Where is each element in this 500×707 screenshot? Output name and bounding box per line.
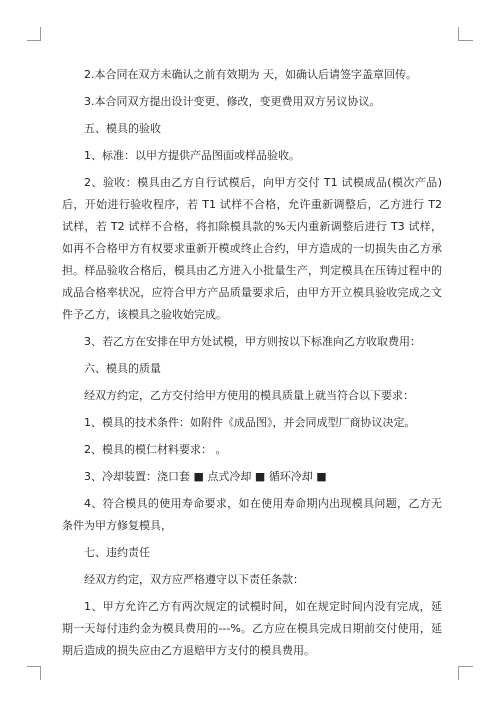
section-heading-quality: 六、模具的质量 bbox=[84, 362, 161, 375]
paragraph-trial-fee: 3、若乙方在安排在甲方处试模，甲方则按以下标准向乙方收取费用： bbox=[84, 335, 421, 348]
crop-mark-bottom-right-h bbox=[459, 666, 473, 667]
section-heading-liability: 七、违约责任 bbox=[84, 546, 150, 559]
crop-mark-top-left-v bbox=[40, 27, 41, 41]
section-heading-acceptance: 五、模具的验收 bbox=[84, 122, 161, 135]
paragraph-quality-intro: 经双方约定，乙方交付给甲方使用的模具质量上就当符合以下要求： bbox=[84, 389, 414, 402]
crop-mark-bottom-left-h bbox=[27, 666, 41, 667]
document-body bbox=[62, 64, 442, 667]
crop-mark-top-right-v bbox=[458, 27, 459, 41]
paragraph-service-life: 4、符合模具的使用寿命要求，如在使用寿命期内出现模具问题，乙方无条件为甲方修复模具， bbox=[62, 497, 442, 532]
paragraph-liability-intro: 经双方约定，双方应严格遵守以下责任条款： bbox=[84, 573, 304, 586]
paragraph-acceptance-process: 2、验收：模具由乙方自行试模后，向甲方交付 T1 试模成品(模次产品)后，开始进行验收程序，若 T1 试样不合格，允许重新调整后，乙方进行 T2 试样，若 T2 试样不合格，将扣除模具款的%天内重新调整后进行 T3 试样，如再不合格甲方有权要求重新开模或终止合约，甲方造成的一切损失由乙方承担。样品验收合格后，模具由乙方进入小批量生产，判定模具在压铸过程中的成品合格率状况，应符合甲方产品质量要求后，由甲方开立模具验收完成之文件予乙方，该模具之验收始完成。 bbox=[62, 176, 442, 321]
crop-mark-top-right-h bbox=[459, 40, 473, 41]
paragraph-trial-delay: 1、甲方允许乙方有两次规定的试模时间，如在规定时间内没有完成，延期一天每付违约金为模具费用的---%。乙方应在模具完成日期前交付使用，延期后造成的损失应由乙方退赔甲方支付的模具费用。 bbox=[62, 600, 442, 657]
crop-mark-top-left-h bbox=[27, 40, 41, 41]
paragraph-standard: 1、标准：以甲方提供产品图面或样品验收。 bbox=[84, 149, 300, 162]
paragraph-technical-conditions: 1、模具的技术条件：如附件《成品图》，并会同成型厂商协议决定。 bbox=[84, 416, 416, 429]
paragraph-cooling: 3、冷却装置：浇口套 ■ 点式冷却 ■ 循环冷却 ■ bbox=[84, 470, 327, 483]
crop-mark-bottom-left-v bbox=[40, 666, 41, 680]
paragraph-validity: 2.本合同在双方未确认之前有效期为 天，如确认后请签字盖章回传。 bbox=[84, 68, 417, 81]
paragraph-design-change: 3.本合同双方提出设计变更、修改，变更费用双方另议协议。 bbox=[84, 95, 381, 108]
paragraph-core-material: 2、模具的模仁材料要求： 。 bbox=[84, 443, 227, 456]
crop-mark-bottom-right-v bbox=[458, 666, 459, 680]
